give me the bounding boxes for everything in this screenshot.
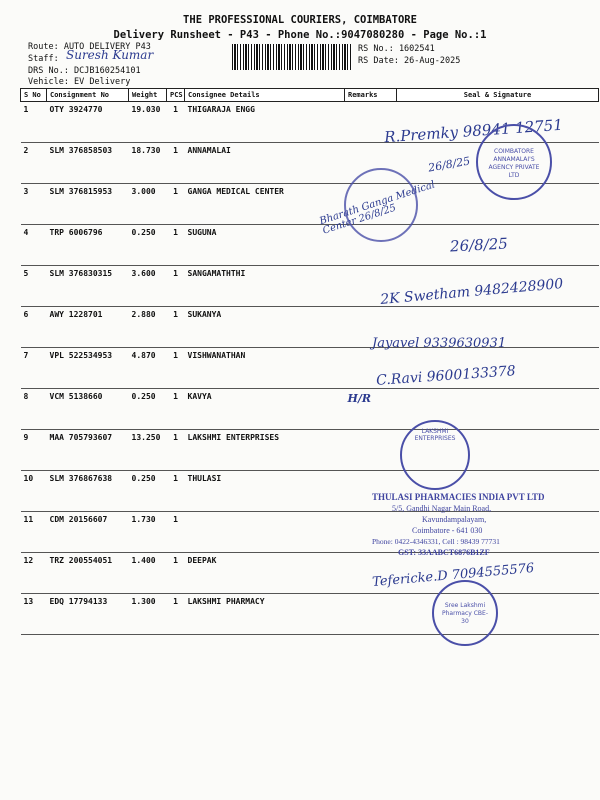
- consignment-cell: VPL 522534953: [47, 348, 129, 389]
- consignee-cell: THULASI: [185, 471, 345, 512]
- signature-row7: C.Ravi 9600133378: [375, 363, 517, 389]
- annamalai-stamp-text: COIMBATORE ANNAMALAI'S AGENCY PRIVATE LTD: [488, 148, 540, 179]
- table-row: [21, 594, 599, 635]
- thulasi-stamp-line-6: GST: 33AABCT6876B1ZF: [398, 548, 490, 557]
- signature-row4: 26/8/25: [449, 234, 509, 256]
- ganga-medical-stamp: [344, 168, 418, 242]
- staff-label: Staff:: [28, 54, 59, 64]
- weight-cell: 13.250: [129, 430, 167, 471]
- thulasi-pharmacies-stamp: [372, 492, 592, 558]
- route: Route: AUTO DELIVERY P43: [28, 42, 151, 52]
- sno-cell: 1: [21, 102, 47, 143]
- col-consignment: Consignment No: [47, 89, 129, 102]
- sno-cell: 2: [21, 143, 47, 184]
- sno-cell: 12: [21, 553, 47, 594]
- consignment-cell: SLM 376867638: [47, 471, 129, 512]
- consignee-cell: GANGA MEDICAL CENTER: [185, 184, 345, 225]
- consignee-cell: SUGUNA: [185, 225, 345, 266]
- weight-cell: 2.880: [129, 307, 167, 348]
- consignment-cell: SLM 376830315: [47, 266, 129, 307]
- thulasi-stamp-line-5: Phone: 0422-4346331, Cell : 98439 77731: [372, 537, 500, 546]
- col-weight: Weight: [129, 89, 167, 102]
- col-seal: Seal & Signature: [397, 89, 599, 102]
- lakshmi-pharmacy-stamp-text: Sree Lakshmi Pharmacy CBE-30: [442, 602, 488, 625]
- remarks-cell: [345, 430, 397, 471]
- lakshmi-pharmacy-stamp: [432, 580, 498, 646]
- sno-cell: 4: [21, 225, 47, 266]
- consignment-cell: MAA 705793607: [47, 430, 129, 471]
- pcs-cell: 1: [167, 389, 185, 430]
- col-sno: S No: [21, 89, 47, 102]
- sno-cell: 10: [21, 471, 47, 512]
- signature-row5: 2K Swetham 9482428900: [379, 276, 564, 308]
- sno-cell: 9: [21, 430, 47, 471]
- weight-cell: 0.250: [129, 389, 167, 430]
- lakshmi-enterprises-stamp-text: LAKSHMI ENTERPRISES: [414, 428, 456, 442]
- thulasi-stamp-line-4: Coimbatore - 641 030: [412, 526, 483, 535]
- consignment-cell: VCM 5138660: [47, 389, 129, 430]
- consignee-cell: [185, 512, 345, 553]
- rs-date: RS Date: 26-Aug-2025: [358, 56, 461, 66]
- consignee-cell: KAVYA: [185, 389, 345, 430]
- staff-signature: Suresh Kumar: [66, 48, 154, 62]
- signature-row6: Jayavel 9339630931: [372, 336, 507, 351]
- pcs-cell: 1: [167, 512, 185, 553]
- pcs-cell: 1: [167, 184, 185, 225]
- weight-cell: 18.730: [129, 143, 167, 184]
- weight-cell: 1.300: [129, 594, 167, 635]
- remarks-cell: H/R: [345, 389, 397, 430]
- signature-row12: Tefericke.D 7094555576: [371, 560, 535, 591]
- consignment-cell: SLM 376858503: [47, 143, 129, 184]
- pcs-cell: 1: [167, 348, 185, 389]
- consignee-cell: SANGAMATHTHI: [185, 266, 345, 307]
- lakshmi-enterprises-stamp: [400, 420, 470, 490]
- pcs-cell: 1: [167, 266, 185, 307]
- pcs-cell: 1: [167, 430, 185, 471]
- barcode: [232, 44, 352, 70]
- drs-number: DRS No.: DCJB160254101: [28, 66, 141, 76]
- sno-cell: 8: [21, 389, 47, 430]
- signature-row2: 26/8/25: [427, 154, 472, 175]
- consignment-cell: OTY 3924770: [47, 102, 129, 143]
- pcs-cell: 1: [167, 307, 185, 348]
- rs-number: RS No.: 1602541: [358, 44, 435, 54]
- remarks-cell: [345, 594, 397, 635]
- weight-cell: 4.870: [129, 348, 167, 389]
- annamalai-agency-stamp: [476, 124, 552, 200]
- weight-cell: 0.250: [129, 471, 167, 512]
- consignee-cell: LAKSHMI PHARMACY: [185, 594, 345, 635]
- consignee-cell: VISHWANATHAN: [185, 348, 345, 389]
- consignment-cell: EDQ 17794133: [47, 594, 129, 635]
- thulasi-stamp-line-1: THULASI PHARMACIES INDIA PVT LTD: [372, 492, 545, 502]
- table-row: [21, 225, 599, 266]
- consignment-cell: TRP 6006796: [47, 225, 129, 266]
- sno-cell: 13: [21, 594, 47, 635]
- weight-cell: 0.250: [129, 225, 167, 266]
- consignee-cell: LAKSHMI ENTERPRISES: [185, 430, 345, 471]
- pcs-cell: 1: [167, 143, 185, 184]
- consignee-cell: THIGARAJA ENGG: [185, 102, 345, 143]
- consignee-cell: SUKANYA: [185, 307, 345, 348]
- sno-cell: 6: [21, 307, 47, 348]
- weight-cell: 3.000: [129, 184, 167, 225]
- consignment-cell: SLM 376815953: [47, 184, 129, 225]
- pcs-cell: 1: [167, 225, 185, 266]
- pcs-cell: 1: [167, 594, 185, 635]
- pcs-cell: 1: [167, 471, 185, 512]
- thulasi-stamp-line-3: Kavundampalayam,: [422, 515, 487, 524]
- weight-cell: 1.400: [129, 553, 167, 594]
- weight-cell: 19.030: [129, 102, 167, 143]
- consignment-cell: CDM 20156607: [47, 512, 129, 553]
- consignee-cell: DEEPAK: [185, 553, 345, 594]
- thulasi-stamp-line-2: 5/5, Gandhi Nagar Main Road,: [392, 504, 492, 513]
- pcs-cell: 1: [167, 553, 185, 594]
- page-subtitle: Delivery Runsheet - P43 - Phone No.:9047080280 - Page No.:1: [113, 29, 487, 41]
- sno-cell: 11: [21, 512, 47, 553]
- table-header: [21, 89, 599, 102]
- sno-cell: 3: [21, 184, 47, 225]
- consignment-cell: TRZ 200554051: [47, 553, 129, 594]
- page-title: THE PROFESSIONAL COURIERS, COIMBATORE: [183, 14, 417, 26]
- col-pcs: PCS: [167, 89, 185, 102]
- table-row: [21, 307, 599, 348]
- pcs-cell: 1: [167, 102, 185, 143]
- weight-cell: 3.600: [129, 266, 167, 307]
- consignee-cell: ANNAMALAI: [185, 143, 345, 184]
- signature-row1: R.Premky 98941 12751: [383, 115, 564, 147]
- signature-row3: Bharath Ganga Medical Center 26/8/25: [318, 179, 437, 237]
- col-remarks: Remarks: [345, 89, 397, 102]
- sno-cell: 7: [21, 348, 47, 389]
- weight-cell: 1.730: [129, 512, 167, 553]
- vehicle: Vehicle: EV Delivery: [28, 77, 131, 87]
- table-row: [21, 389, 599, 430]
- sno-cell: 5: [21, 266, 47, 307]
- table-row: [21, 430, 599, 471]
- col-consignee: Consignee Details: [185, 89, 345, 102]
- consignment-cell: AWY 1228701: [47, 307, 129, 348]
